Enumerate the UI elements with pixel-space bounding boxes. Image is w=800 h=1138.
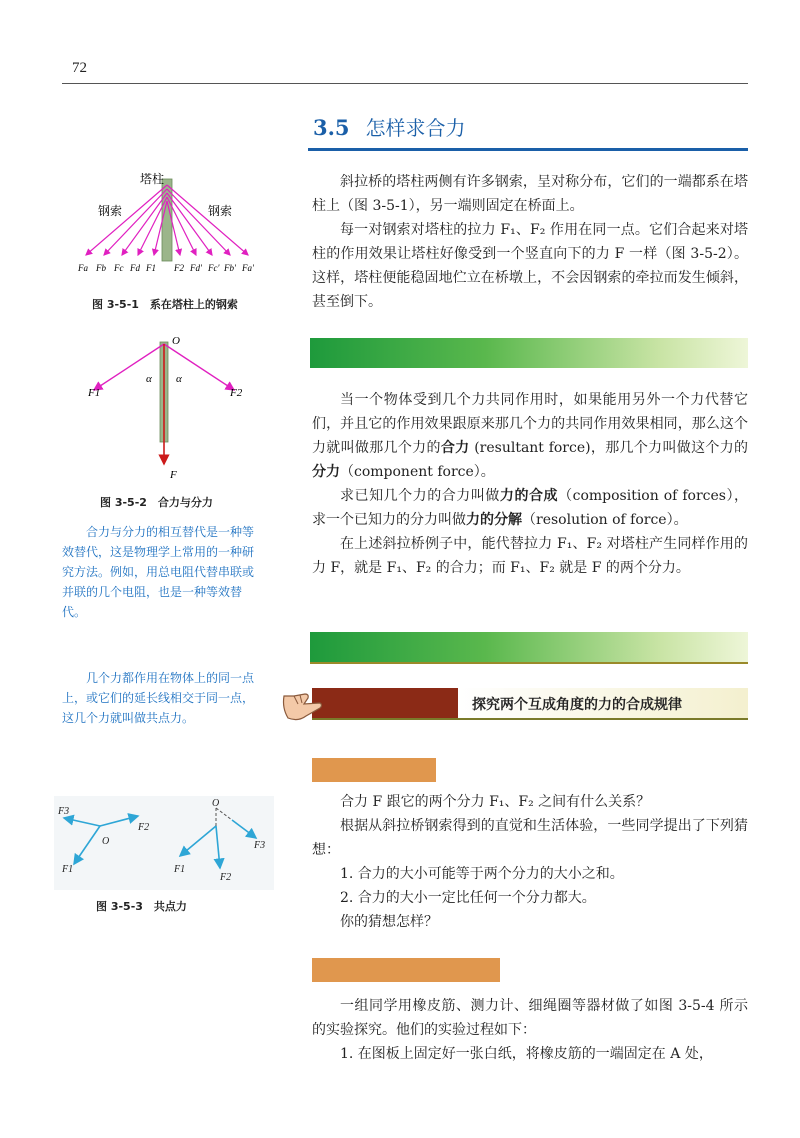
angle-label-right: α [176,373,182,385]
force-label: O [212,798,220,809]
explore-banner [312,688,748,718]
force-label: F1 [62,864,74,875]
force-label: F2 [220,872,232,883]
cable-force-labels [77,263,255,273]
experiment-step-1: 1. 在图板上固定好一张白纸，将橡皮筋的一端固定在 A 处， [340,1046,713,1062]
explore-heading-bar [310,632,748,664]
explore-banner-rule [312,718,748,720]
tower-label: 塔柱 [140,172,165,186]
angle-label-left: α [146,373,152,385]
term-component-force: 分力 [312,464,340,480]
intro-paragraph-2: 每一对钢索对塔柱的拉力 F₁、F₂ 作用在同一点。它们合起来对塔柱的作用效果让塔柱好像受到一个竖直向下的力 F 一样（图 3-5-2）。这样，塔柱便能稳固地伫立在桥墩上，不会因钢索的牵拉而发生倾斜，甚至倒下。 [312,222,748,310]
header-rule [62,83,748,84]
figure-1-caption: 图 3-5-1 系在塔柱上的钢索 [92,298,238,311]
figure-3-caption: 图 3-5-3 共点力 [96,900,187,913]
force-label: F2 [138,822,150,833]
section-number: 3.5 [313,115,350,140]
sidenote-equivalent-substitution [62,522,262,622]
concept-paragraph-3: 在上述斜拉桥例子中，能代替拉力 F₁、F₂ 对塔柱产生同样作用的力 F，就是 F₁、F₂ 的合力；而 F₁、F₂ 就是 F 的两个分力。 [312,536,748,576]
point-o-label: O [172,335,180,347]
figure-resultant-force [80,332,260,482]
term-resultant-force: 合力 [440,440,470,456]
force-label: F2 [174,263,184,273]
force-f1-arrow [94,344,164,390]
your-guess: 你的猜想怎样？ [340,914,438,930]
question-text [312,790,748,934]
figure-concurrent-forces [54,796,274,890]
guess-1: 1. 合力的大小可能等于两个分力的大小之和。 [340,866,624,882]
force-label: Fd' [190,263,202,273]
question-lead: 根据从斜拉桥钢索得到的直觉和生活体验，一些同学提出了下列猜想： [312,818,748,858]
force-label: F3 [58,806,70,817]
explore-title: 探究两个互成角度的力的合成规律 [472,697,682,713]
concept-text [312,388,748,580]
sidenote-concurrent-forces [62,668,262,728]
force-f-label: F [170,469,177,481]
force-label: Fc [114,263,124,273]
explore-banner-block [312,688,458,718]
force-f2-label: F2 [230,387,243,399]
force-label: Fc' [208,263,220,273]
force-label: Fb' [224,263,236,273]
term-composition: 力的合成 [499,488,559,504]
force-label: F1 [146,263,156,273]
figure-2-caption: 图 3-5-2 合力与分力 [100,496,213,509]
sidenote-1-text: 合力与分力的相互替代是一种等效替代，这是物理学上常用的一种研究方法。例如，用总电阻代替串联或并联的几个电阻，也是一种等效替代。 [62,525,255,619]
experiment-text [312,994,748,1066]
force-label: F3 [254,840,266,851]
force-label: Fa' [242,263,254,273]
force-f1-label: F1 [88,387,101,399]
force-label: O [102,836,110,847]
cable-label-left: 钢索 [98,204,123,218]
force-label: Fd [130,263,140,273]
question-main: 合力 F 跟它的两个分力 F₁、F₂ 之间有什么关系？ [340,794,651,810]
section-rule [308,148,748,151]
intro-paragraph-1: 斜拉桥的塔柱两侧有许多钢索，呈对称分布，它们的一端都系在塔柱上（图 3-5-1），另一端则固定在桥面上。 [312,174,748,214]
concept-heading-bar [310,338,748,368]
page-number: 72 [72,60,87,76]
concept-paragraph-2: 求已知几个力的合力叫做力的合成（composition of forces），求一个已知力的分力叫做力的分解（resolution of force）。 [312,488,749,528]
concept-paragraph-1: 当一个物体受到几个力共同作用时，如果能用另外一个力代替它们，并且它的作用效果跟原来那几个力的共同作用效果相同，那么这个力就叫做那几个力的合力 (resultant force)，那几个力叫做这个力的分力（component force）。 [312,392,749,480]
figure-bridge-cables [70,165,270,280]
question-heading-bar [312,758,436,782]
tower-pillar [162,179,172,261]
experiment-paragraph: 一组同学用橡皮筋、测力计、细绳圈等器材做了如图 3-5-4 所示的实验探究。他们的实验过程如下： [312,998,748,1038]
guess-2: 2. 合力的大小一定比任何一个分力都大。 [340,890,596,906]
force-f2-arrow [164,344,234,390]
section-title-text: 怎样求合力 [365,116,466,140]
force-label: F1 [174,864,186,875]
sidenote-2-text: 几个力都作用在物体上的同一点上，或它们的延长线相交于同一点，这几个力就叫做共点力。 [62,671,255,725]
section-title [313,112,466,141]
force-label: Fa [78,263,88,273]
force-label: Fb [96,263,106,273]
experiment-heading-bar [312,958,500,982]
intro-text [312,170,748,314]
term-resolution: 力的分解 [466,512,522,528]
pointing-hand-icon [280,688,324,724]
cable-label-right: 钢索 [208,204,233,218]
